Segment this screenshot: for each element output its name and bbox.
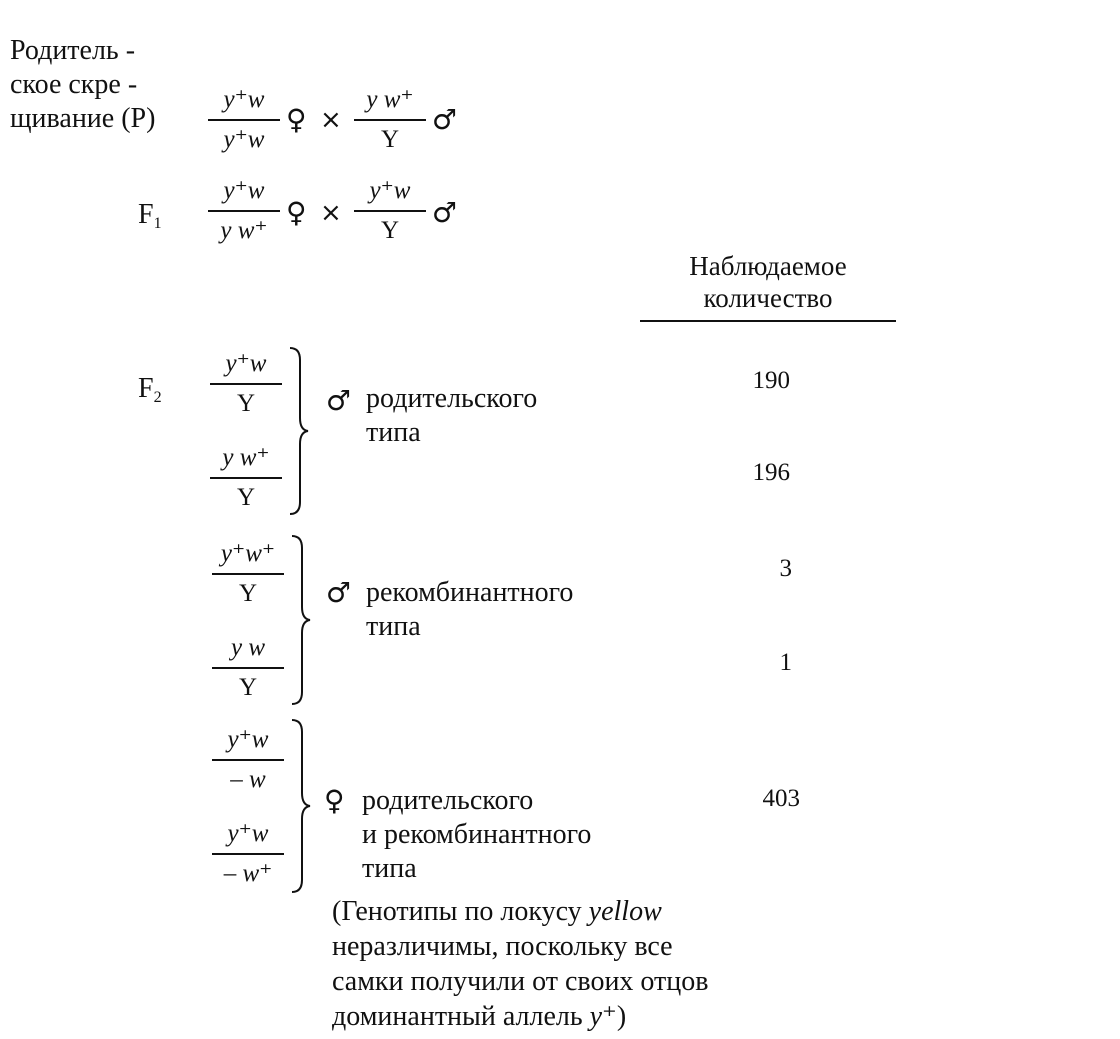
generation-letter: F: [138, 199, 154, 230]
denominator: Y: [238, 580, 258, 607]
denominator: y w⁺: [220, 217, 268, 244]
numerator: y w⁺: [222, 444, 270, 471]
column-header-line: Наблюдаемое: [689, 251, 847, 281]
male-symbol-icon: ♂: [432, 196, 458, 229]
fraction-bar: [212, 853, 284, 855]
fraction-bar: [212, 759, 284, 761]
fraction-bar: [210, 477, 282, 479]
numerator: y⁺w⁺: [220, 540, 276, 567]
female-symbol-icon: ♀: [324, 784, 345, 817]
denominator: Y: [238, 674, 258, 701]
f2-genotype-male-parental-2: [210, 442, 282, 514]
group-description: [366, 576, 573, 644]
column-header-rule: [640, 320, 896, 322]
numerator: y⁺w: [223, 86, 265, 113]
right-brace-icon: [286, 346, 312, 516]
male-symbol-icon: ♂: [432, 103, 458, 136]
description-line: типа: [362, 853, 417, 884]
observed-count: 403: [762, 785, 800, 812]
description-line: рекомбинантного: [366, 577, 574, 608]
female-symbol-icon: ♀: [286, 103, 307, 136]
fraction-bar: [212, 573, 284, 575]
male-symbol-icon: ♂: [326, 384, 352, 417]
column-header-line: количество: [703, 283, 833, 313]
denominator: Y: [380, 126, 400, 153]
description-line: типа: [366, 611, 421, 642]
denominator: – w: [230, 766, 266, 793]
note-line: [332, 999, 709, 1034]
description-line: родительского: [366, 383, 538, 414]
group-description: [362, 784, 591, 886]
parental-male-genotype: [354, 84, 426, 156]
right-brace-icon: [288, 534, 314, 706]
f2-genotype-male-recombinant-2: [212, 632, 284, 704]
denominator: Y: [236, 390, 256, 417]
numerator: y⁺w: [227, 820, 269, 847]
numerator: y⁺w: [225, 350, 267, 377]
note-line: самки получили от своих отцов: [332, 966, 709, 997]
female-symbol-icon: ♀: [286, 196, 307, 229]
fraction-bar: [354, 119, 426, 121]
fraction-bar: [212, 667, 284, 669]
male-symbol-icon: ♂: [326, 576, 352, 609]
denominator: Y: [380, 217, 400, 244]
fraction-bar: [210, 383, 282, 385]
cross-symbol: ×: [320, 105, 342, 135]
generation-subscript: 2: [153, 389, 162, 406]
numerator: y⁺w: [227, 726, 269, 753]
locus-name: yellow: [588, 896, 662, 927]
f1-female-genotype: [208, 175, 280, 247]
parental-label-line: щивание (P): [10, 103, 156, 134]
f2-label: [138, 372, 162, 406]
note-line: неразличимы, поскольку все: [332, 931, 673, 962]
generation-letter: F: [138, 373, 154, 404]
fraction-bar: [208, 210, 280, 212]
f2-genotype-female-2: [212, 818, 284, 890]
group-description: [366, 382, 537, 450]
description-line: родительского: [362, 785, 534, 816]
description-line: типа: [366, 417, 421, 448]
f2-genotype-female-1: [212, 724, 284, 796]
f1-male-genotype: [354, 175, 426, 247]
f2-genotype-male-recombinant-1: [212, 538, 284, 610]
cross-symbol: ×: [320, 198, 342, 228]
numerator: y w: [230, 634, 266, 661]
note-text: доминантный аллель: [332, 1001, 590, 1032]
note-text: (Генотипы по локусу: [332, 896, 589, 927]
denominator: Y: [236, 484, 256, 511]
fraction-bar: [208, 119, 280, 121]
observed-count: 190: [752, 367, 790, 394]
denominator: – w⁺: [223, 860, 273, 887]
parental-label-line: Родитель -: [10, 35, 136, 66]
parental-female-genotype: [208, 84, 280, 156]
note-text: ): [616, 1001, 627, 1032]
numerator: y w⁺: [366, 86, 414, 113]
denominator: y⁺w: [223, 126, 265, 153]
explanatory-note: [332, 894, 709, 1034]
column-header: [640, 250, 896, 314]
note-line: [332, 894, 709, 929]
observed-count: 1: [779, 649, 792, 676]
observed-count: 3: [779, 555, 792, 582]
observed-count: 196: [752, 459, 790, 486]
description-line: и рекомбинантного: [362, 819, 592, 850]
numerator: y⁺w: [223, 177, 265, 204]
fraction-bar: [354, 210, 426, 212]
parental-label: [10, 34, 155, 136]
parental-label-line: ское скре -: [10, 69, 138, 100]
numerator: y⁺w: [369, 177, 411, 204]
right-brace-icon: [288, 718, 314, 894]
f2-genotype-male-parental-1: [210, 348, 282, 420]
generation-subscript: 1: [153, 215, 162, 232]
f1-label: [138, 198, 162, 232]
allele-name: y⁺: [589, 1001, 617, 1032]
